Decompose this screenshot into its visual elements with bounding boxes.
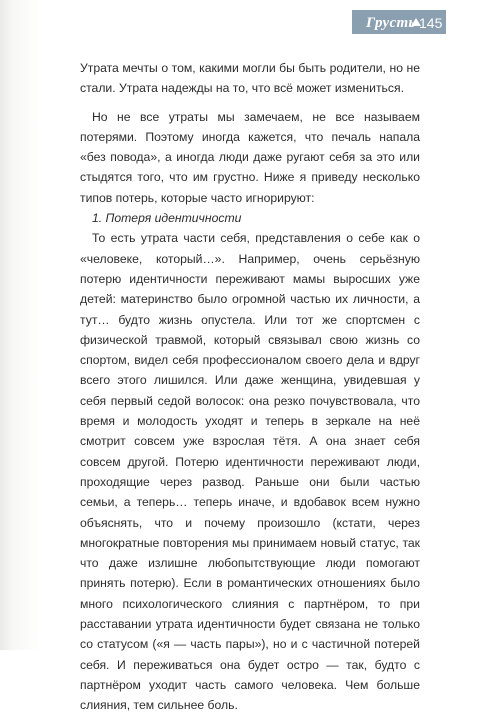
paragraph-3: То есть утрата части себя, представления о себе как о «человеке, который…». Например, очень серьёзную потерю идентичности переживают мамы выросших уже детей: материнство было огромной частью их личности, а тут… будто жизнь опустела. Или тот же спортсмен с физической травмой, который связывал свою жизнь со спортом, видел себя профессионалом своего дела и вдруг всего этого лишился. Или даже женщина, увидевшая у себя первый седой волосок: она резко почувствовала, что время и молодость уходят и теперь в зеркале на неё смотрит совсем уже взрослая тётя. А она знает себя совсем другой. Потерю идентичности переживают люди, проходящие через развод. Раньше они были частью семьи, а теперь… теперь иначе, и вдобавок всем нужно объяснять, что и почему произошло (кстати, через многократные повторения мы принимаем новый статус, так что даже излишне любопытствующие люди помогают принять потерю). Если в романтических отношениях было много психологического слияния с партнёром, то при расставании утрата идентичности будет связана не только со статусом («я — часть пары»), но и с частичной потерей себя. И переживаться она будет остро — так, будто с партнёром уходит часть самого человека. Чем больше слияния, тем сильнее боль.	[80, 231, 420, 713]
section-subheading: 1. Потеря идентичности	[92, 211, 242, 226]
text-body	[80, 58, 420, 716]
page-number: 145	[419, 15, 443, 31]
paragraph-1: Утрата мечты о том, какими могли бы быть родители, но не стали. Утрата надежды на то, что всё может измениться.	[80, 61, 420, 96]
running-head	[0, 10, 480, 34]
paragraph-2: Но не все утраты мы замечаем, не все называем потерями. Поэтому иногда кажется, что печаль напала «без повода», а иногда люди даже ругают себя за это или стыдятся того, что им грустно. Ниже я приведу несколько типов потерь, которые часто игнорируют:	[80, 109, 420, 205]
chapter-title: Грусть	[366, 15, 416, 31]
